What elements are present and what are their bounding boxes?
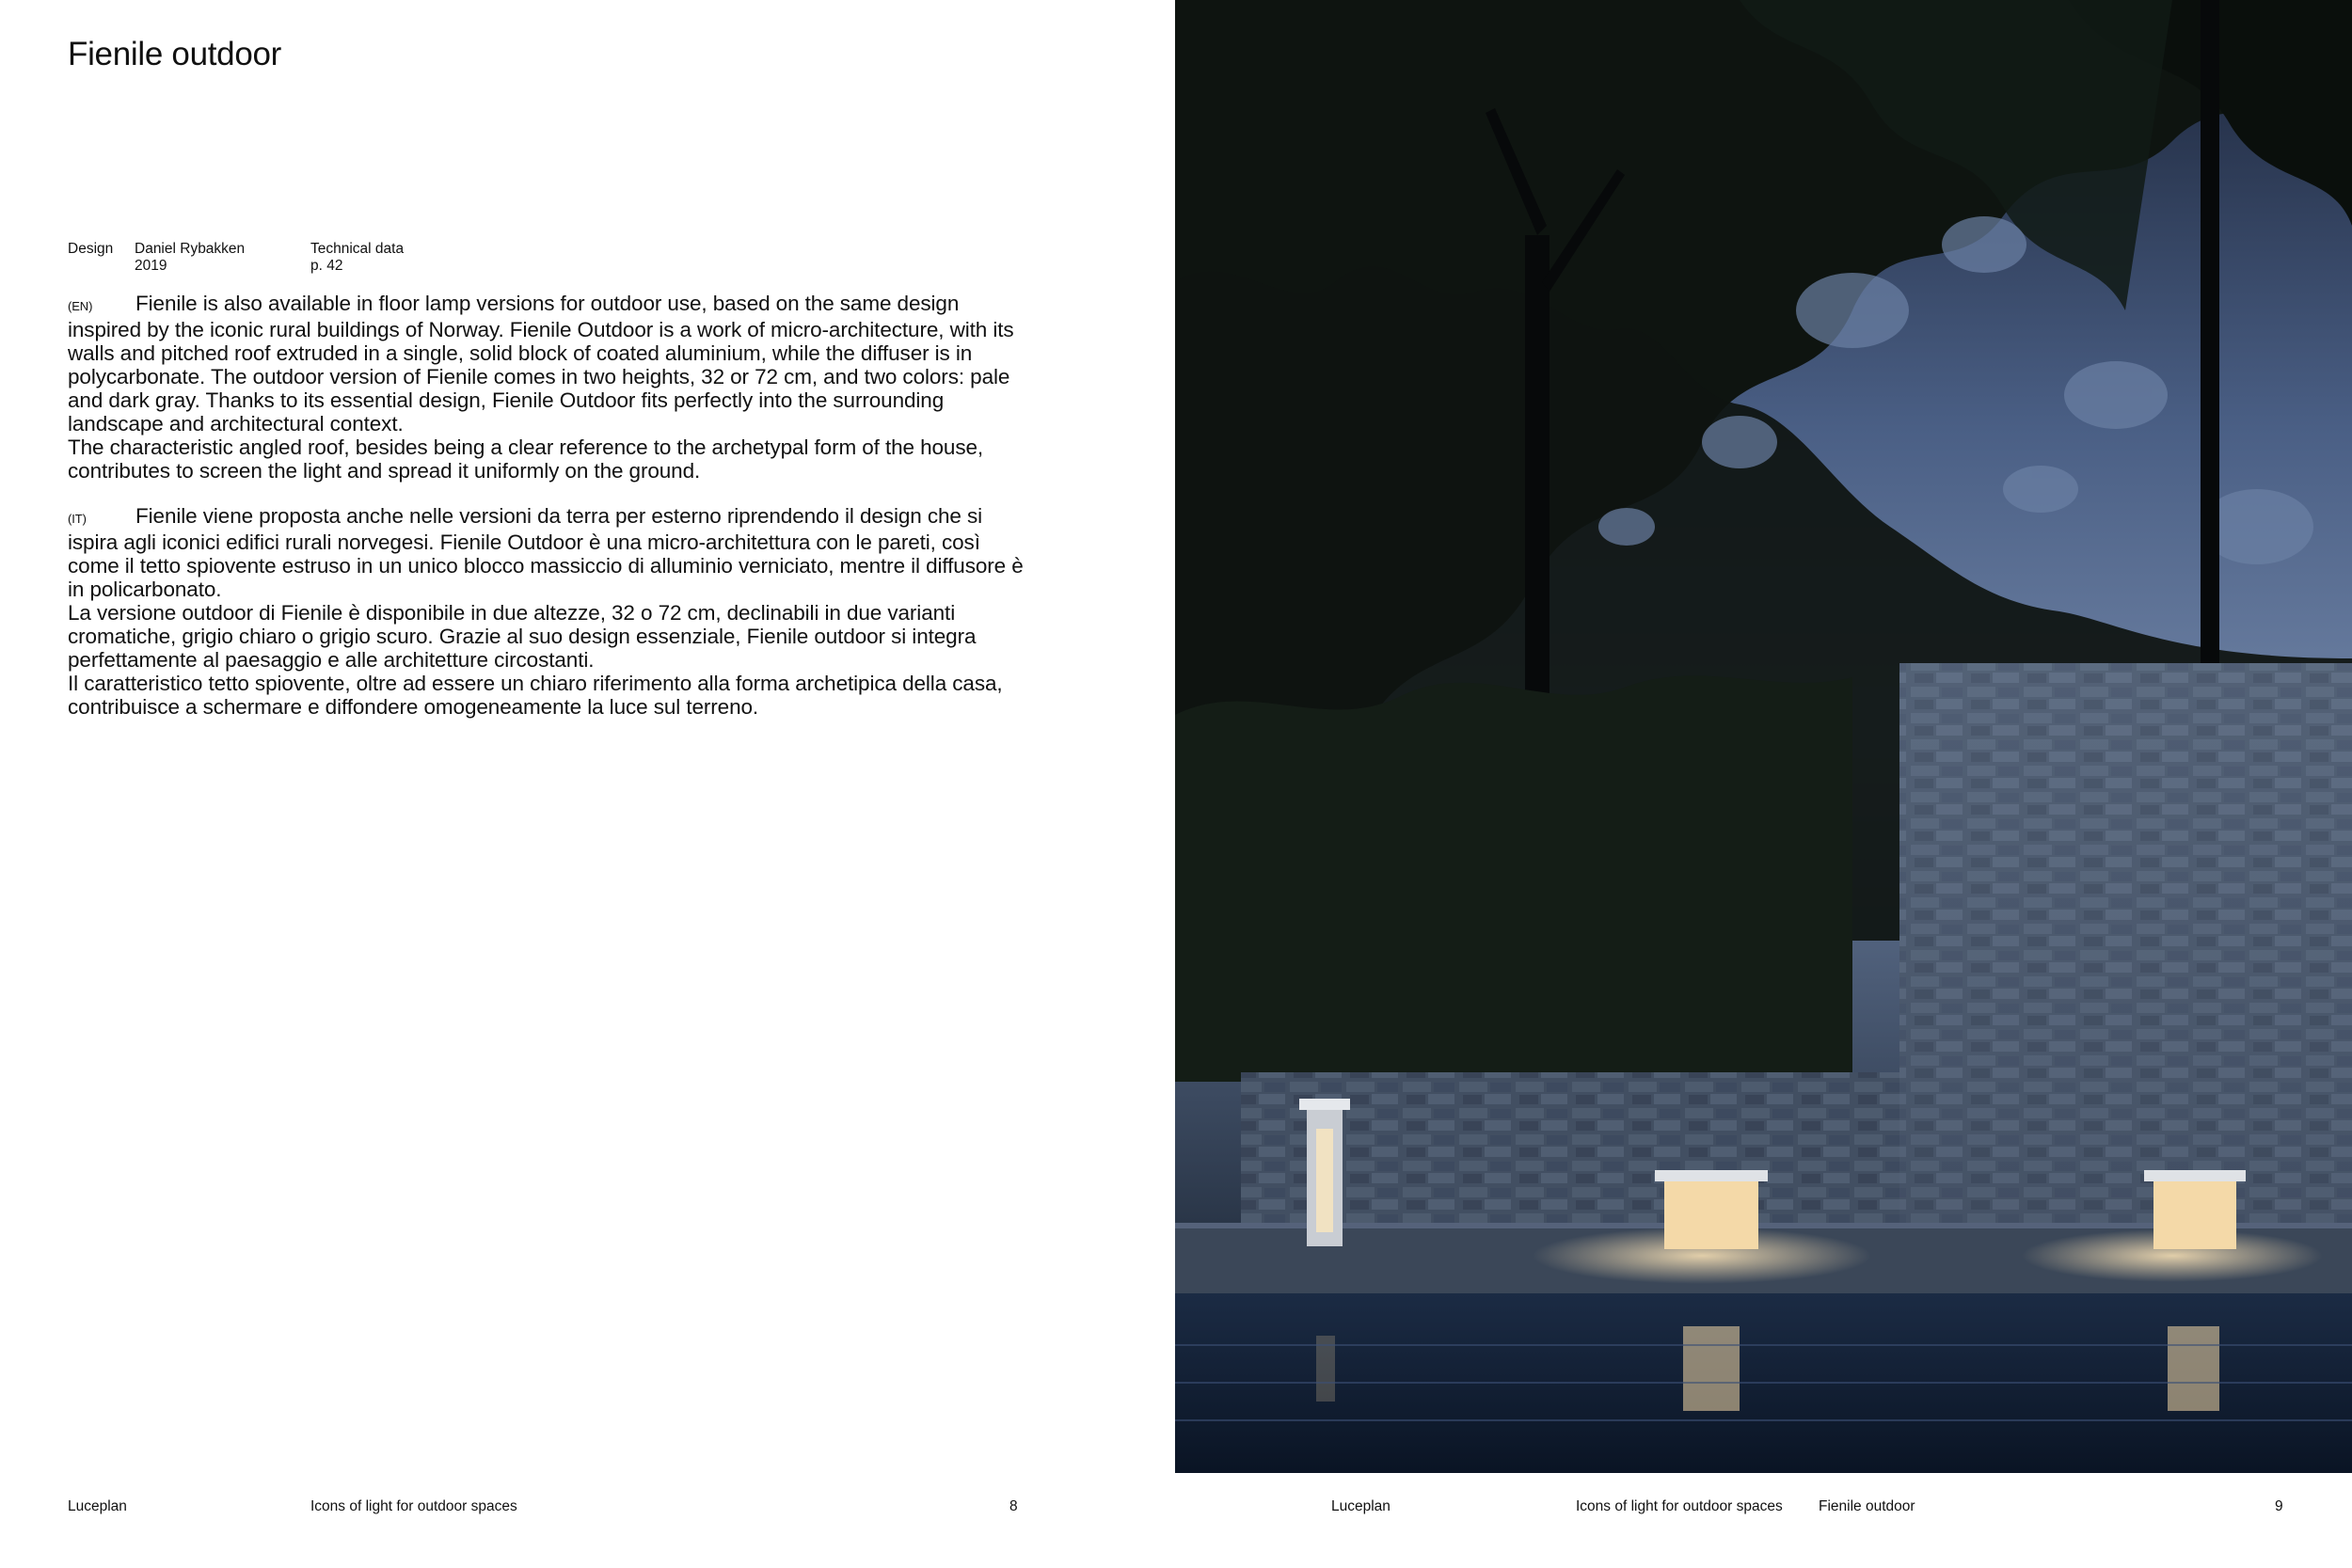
footer-section-right: Icons of light for outdoor spaces (1576, 1498, 1783, 1514)
footer-brand-right[interactable]: Luceplan (1331, 1498, 1391, 1514)
italian-paragraph-text: Fienile viene proposta anche nelle versioni da terra per esterno riprendendo il design che si ispira agli iconici edifici rurali norvegesi. Fienile Outdoor è una micro-architettura con le pareti, così come il tetto spiovente estruso in un unico blocco massiccio di alluminio verniciato, mentre il diffusore è in policarbonato. (68, 504, 1024, 601)
page-title: Fienile outdoor (68, 36, 282, 72)
english-description (68, 292, 1027, 483)
technical-data-meta[interactable] (310, 241, 404, 275)
footer-section-left: Icons of light for outdoor spaces (310, 1498, 517, 1514)
english-paragraph (68, 292, 1027, 436)
tall-lamp (1299, 1099, 1350, 1246)
italian-paragraph (68, 504, 1027, 601)
italian-description (68, 504, 1027, 719)
design-meta-label (68, 241, 113, 258)
english-paragraph: The characteristic angled roof, besides being a clear reference to the archetypal form of the house, contributes to screen the light and spread it uniformly on the ground. (68, 436, 984, 483)
design-label: Design (68, 241, 114, 257)
language-tag-en: (EN) (68, 299, 93, 313)
italian-paragraph: Il caratteristico tetto spiovente, oltre ad essere un chiaro riferimento alla forma archetipica della casa, contribuisce a schermare e diffondere omogeneamente la luce sul terreno. (68, 672, 1003, 719)
technical-data-label: Technical data (310, 241, 405, 257)
short-lamp-right (2144, 1170, 2246, 1249)
language-tag-it: (IT) (68, 512, 87, 526)
english-paragraph-text: Fienile is also available in floor lamp versions for outdoor use, based on the same design inspired by the iconic rural buildings of Norway. Fienile Outdoor is a work of micro-architecture, with its walls and pitched roof extruded in a single, solid block of coated aluminium, while the diffuser is in polycarbonate. The outdoor version of Fienile comes in two heights, 32 or 72 cm, and two colors: pale and dark gray. Thanks to its essential design, Fienile Outdoor fits perfectly into the surrounding landscape and architectural context. (68, 292, 1014, 436)
footer-subsection-right: Fienile outdoor (1819, 1498, 1915, 1514)
footer-brand-left[interactable]: Luceplan (68, 1498, 127, 1514)
product-photo (1175, 0, 2352, 1473)
designer-meta (135, 241, 245, 275)
outdoor-lamp-scene (1175, 0, 2352, 1473)
technical-data-page-ref[interactable]: p. 42 (310, 258, 343, 274)
italian-paragraph: La versione outdoor di Fienile è disponibile in due altezze, 32 o 72 cm, declinabili in due varianti cromatiche, grigio chiaro o grigio scuro. Grazie al suo design essenziale, Fienile outdoor si integra perfettamente al paesaggio e alle architetture circostanti. (68, 601, 977, 672)
short-lamp-left (1655, 1170, 1768, 1249)
design-year: 2019 (135, 258, 167, 274)
footer-page-number-right: 9 (2275, 1498, 2283, 1514)
footer-page-number-left: 8 (1009, 1498, 1018, 1514)
background-bushes (1175, 675, 1852, 1082)
designer-name: Daniel Rybakken (135, 241, 246, 257)
